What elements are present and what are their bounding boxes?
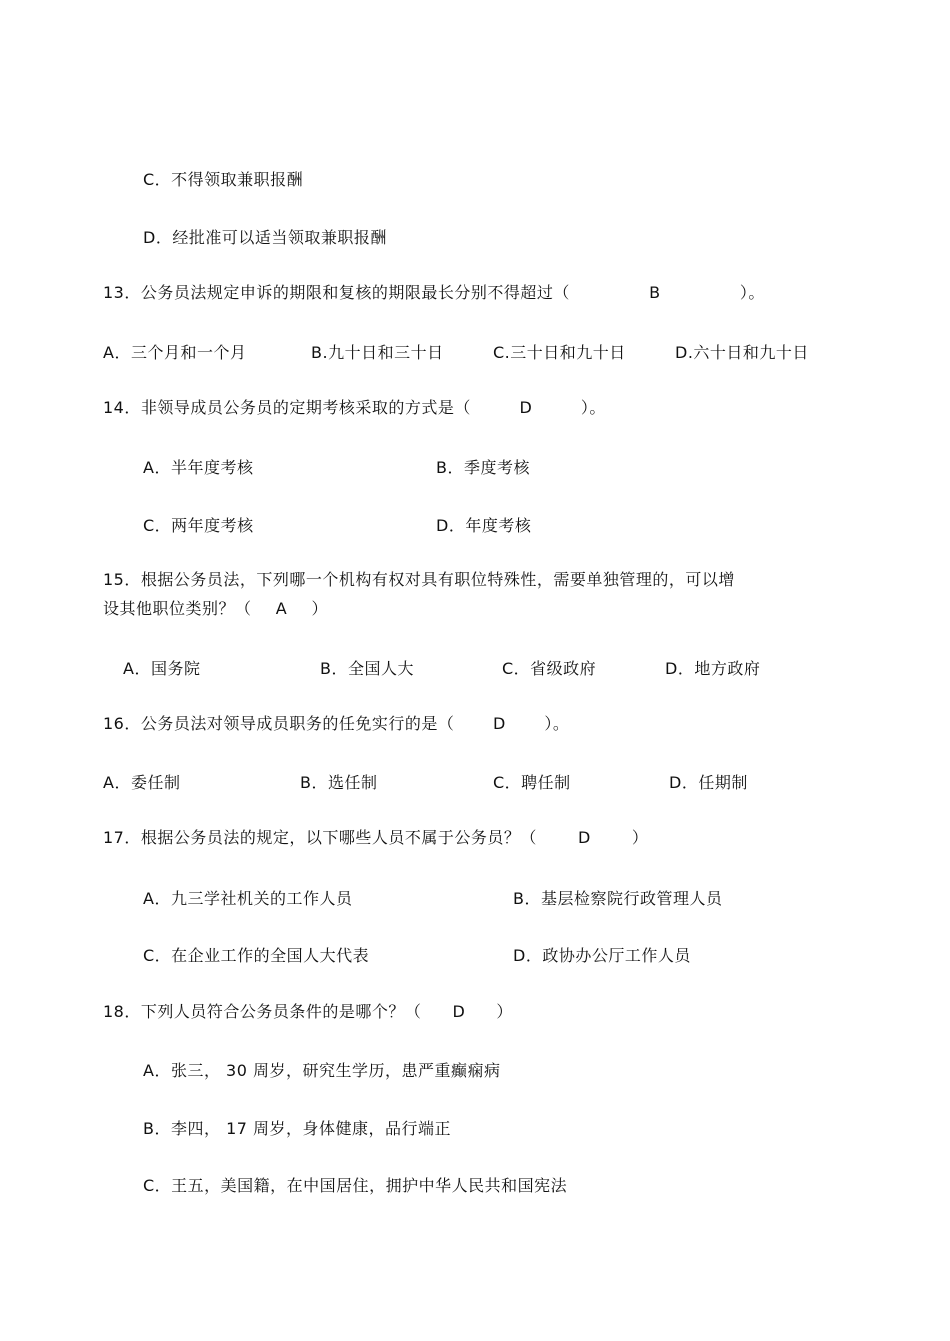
q17-option-b: B．基层检察院行政管理人员 <box>513 889 723 908</box>
q18-option-b: B．李四， 17 周岁，身体健康，品行端正 <box>143 1119 452 1138</box>
q16-answer: D <box>492 714 506 733</box>
q14-close: ）。 <box>580 398 606 417</box>
q16-option-b: B．选任制 <box>300 773 378 792</box>
q17-stem-text: 17．根据公务员法的规定，以下哪些人员不属于公务员？（ <box>103 828 537 847</box>
q14-stem <box>103 398 606 418</box>
q18-stem <box>103 1002 513 1022</box>
q13-answer: B <box>649 283 661 302</box>
q17-close: ） <box>631 828 649 847</box>
q16-stem-text: 16．公务员法对领导成员职务的任免实行的是（ <box>103 714 455 733</box>
q16-option-a: A．委任制 <box>103 773 181 792</box>
q13-option-a: A．三个月和一个月 <box>103 343 247 362</box>
q12-option-c: C．不得领取兼职报酬 <box>143 170 304 189</box>
q18-stem-text: 18．下列人员符合公务员条件的是哪个？（ <box>103 1002 422 1021</box>
q15-stem-text: 设其他职位类别？（ <box>103 599 252 618</box>
q17-stem <box>103 828 648 848</box>
q14-option-b: B．季度考核 <box>436 458 530 477</box>
q15-option-d: D．地方政府 <box>665 659 761 678</box>
q15-option-a: A．国务院 <box>123 659 201 678</box>
q16-option-c: C．聘任制 <box>493 773 571 792</box>
q14-option-c: C．两年度考核 <box>143 516 254 535</box>
q15-close: ） <box>311 599 329 618</box>
q13-option-d: D.六十日和九十日 <box>675 343 809 362</box>
q18-option-a: A．张三， 30 周岁，研究生学历，患严重癫痫病 <box>143 1061 501 1080</box>
q18-option-c: C．王五，美国籍，在中国居住，拥护中华人民共和国宪法 <box>143 1176 568 1195</box>
q14-stem-text: 14．非领导成员公务员的定期考核采取的方式是（ <box>103 398 471 417</box>
q15-option-c: C．省级政府 <box>502 659 597 678</box>
q17-answer: D <box>577 828 591 847</box>
q17-option-c: C．在企业工作的全国人大代表 <box>143 946 370 965</box>
q14-option-d: D．年度考核 <box>436 516 532 535</box>
q14-answer: D <box>519 398 533 417</box>
q15-stem-line2 <box>103 599 328 619</box>
q13-close: ）。 <box>739 283 765 302</box>
q14-option-a: A．半年度考核 <box>143 458 254 477</box>
q13-stem-text: 13．公务员法规定申诉的期限和复核的期限最长分别不得超过（ <box>103 283 570 302</box>
q16-stem <box>103 714 569 734</box>
q12-option-d: D．经批准可以适当领取兼职报酬 <box>143 228 387 247</box>
q13-option-b: B.九十日和三十日 <box>311 343 444 362</box>
q15-answer: A <box>275 599 288 618</box>
q16-close: ）。 <box>544 714 570 733</box>
q17-option-a: A．九三学社机关的工作人员 <box>143 889 353 908</box>
q17-option-d: D．政协办公厅工作人员 <box>513 946 691 965</box>
q15-stem-line1: 15．根据公务员法，下列哪一个机构有权对具有职位特殊性，需要单独管理的，可以增 <box>103 570 735 589</box>
q13-stem <box>103 283 765 303</box>
q18-answer: D <box>452 1002 466 1021</box>
q16-option-d: D．任期制 <box>669 773 748 792</box>
q15-option-b: B．全国人大 <box>320 659 414 678</box>
q18-close: ） <box>496 1002 513 1021</box>
q13-option-c: C.三十日和九十日 <box>493 343 626 362</box>
